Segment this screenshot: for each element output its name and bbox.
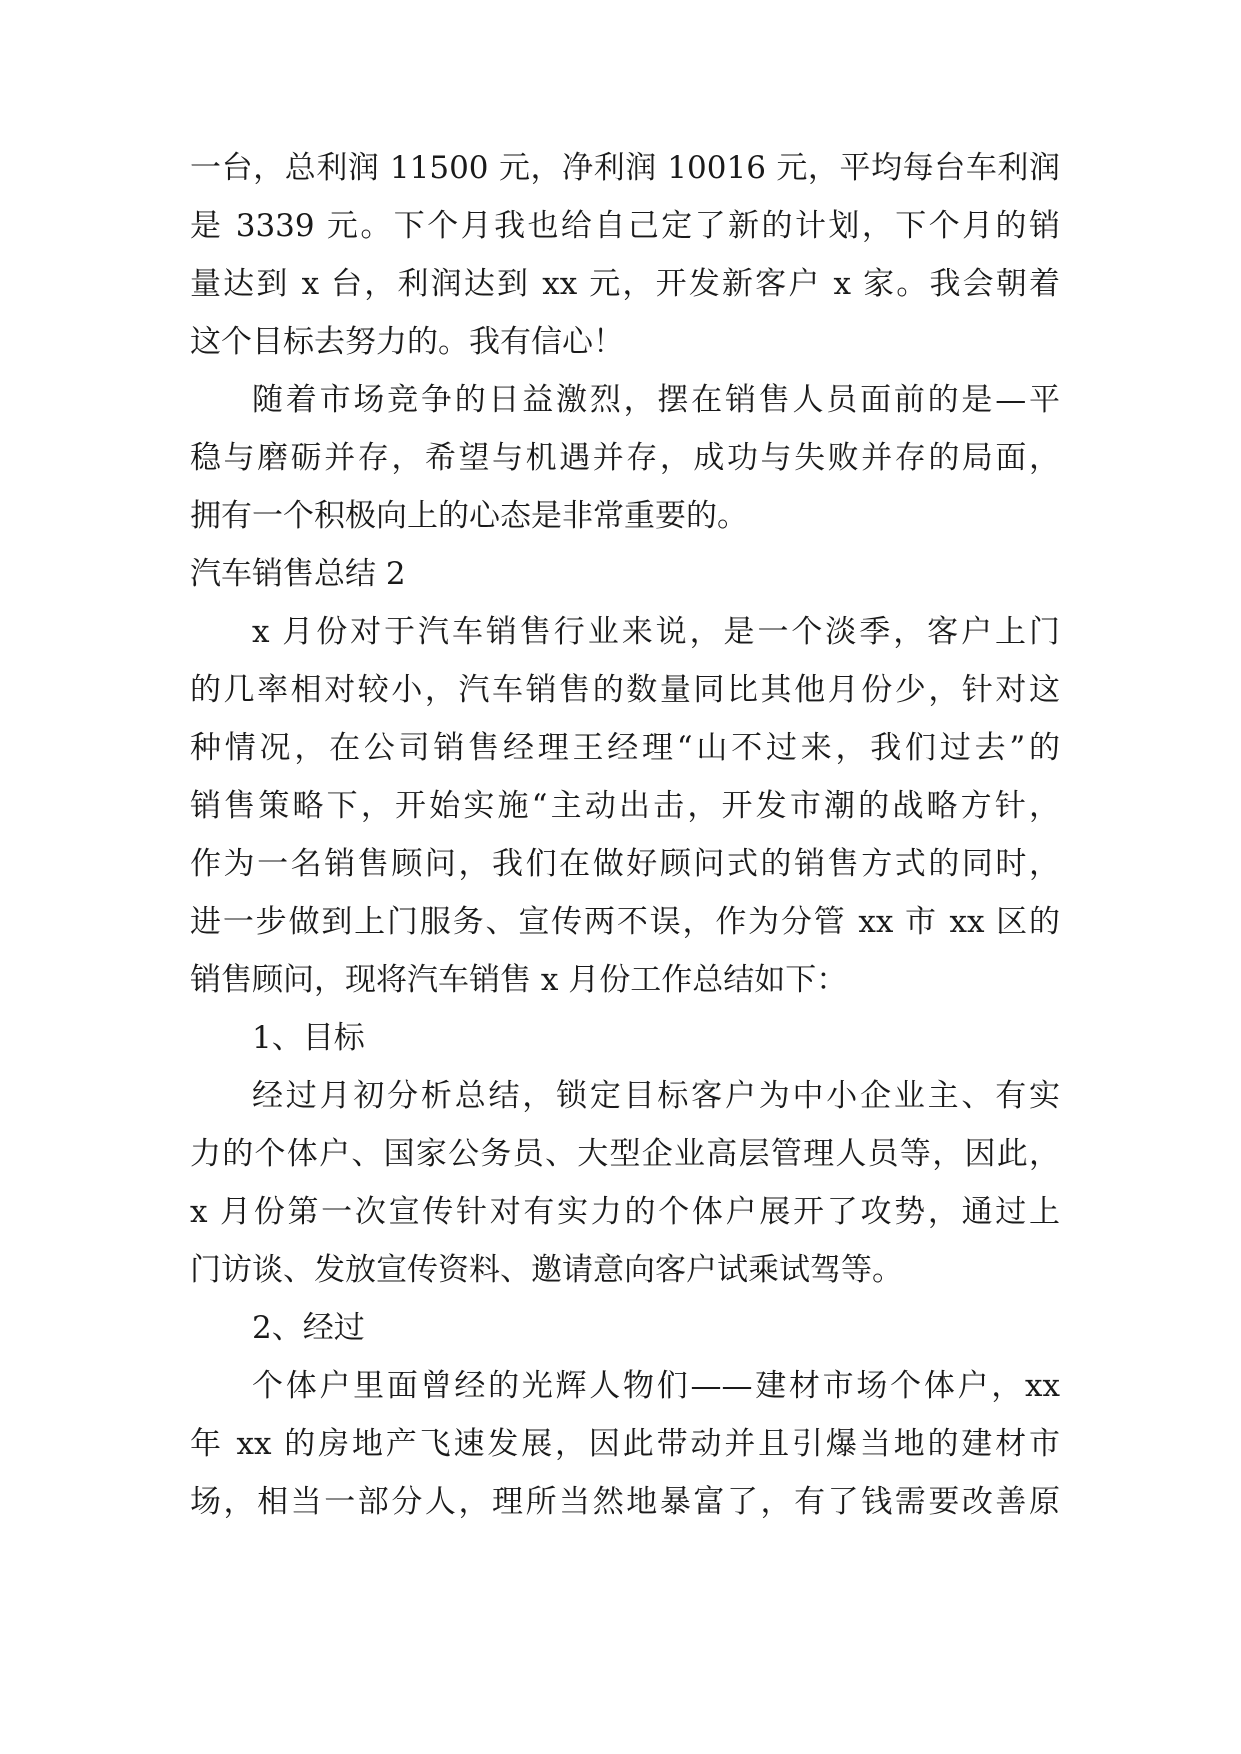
text-line: 作为一名销售顾问，我们在做好顾问式的销售方式的同时， [190, 846, 1060, 882]
subheading-process: 2、经过 [252, 1310, 365, 1346]
text-line: 力的个体户、国家公务员、大型企业高层管理人员等，因此， [190, 1136, 1060, 1172]
text-line: 销售顾问，现将汽车销售 x 月份工作总结如下： [190, 962, 848, 998]
text-line: 的几率相对较小，汽车销售的数量同比其他月份少，针对这 [190, 672, 1060, 708]
text-line: 种情况，在公司销售经理王经理“山不过来，我们过去”的 [190, 730, 1060, 766]
section-heading: 汽车销售总结 2 [190, 556, 406, 592]
text-line: 进一步做到上门服务、宣传两不误，作为分管 xx 市 xx 区的 [190, 904, 1060, 940]
paragraph-start-line: 随着市场竞争的日益激烈，摆在销售人员面前的是—平 [252, 382, 1060, 418]
text-line: 一台，总利润 11500 元，净利润 10016 元，平均每台车利润 [190, 150, 1060, 186]
text-line: 门访谈、发放宣传资料、邀请意向客户试乘试驾等。 [190, 1252, 903, 1288]
text-line: x 月份第一次宣传针对有实力的个体户展开了攻势，通过上 [190, 1194, 1060, 1230]
text-line: 这个目标去努力的。我有信心！ [190, 324, 624, 360]
text-line: 年 xx 的房地产飞速发展，因此带动并且引爆当地的建材市 [190, 1426, 1060, 1462]
paragraph-start-line: 个体户里面曾经的光辉人物们——建材市场个体户，xx [252, 1368, 1060, 1404]
text-line: 是 3339 元。下个月我也给自己定了新的计划，下个月的销 [190, 208, 1060, 244]
text-line: 场，相当一部分人，理所当然地暴富了，有了钱需要改善原 [190, 1484, 1060, 1520]
subheading-target: 1、目标 [252, 1020, 365, 1056]
paragraph-start-line: x 月份对于汽车销售行业来说，是一个淡季，客户上门 [252, 614, 1060, 650]
paragraph-start-line: 经过月初分析总结，锁定目标客户为中小企业主、有实 [252, 1078, 1060, 1114]
text-line: 拥有一个积极向上的心态是非常重要的。 [190, 498, 748, 534]
text-line: 稳与磨砺并存，希望与机遇并存，成功与失败并存的局面， [190, 440, 1060, 476]
text-line: 量达到 x 台，利润达到 xx 元，开发新客户 x 家。我会朝着 [190, 266, 1060, 302]
text-line: 销售策略下，开始实施“主动出击，开发市潮的战略方针， [190, 788, 1060, 824]
